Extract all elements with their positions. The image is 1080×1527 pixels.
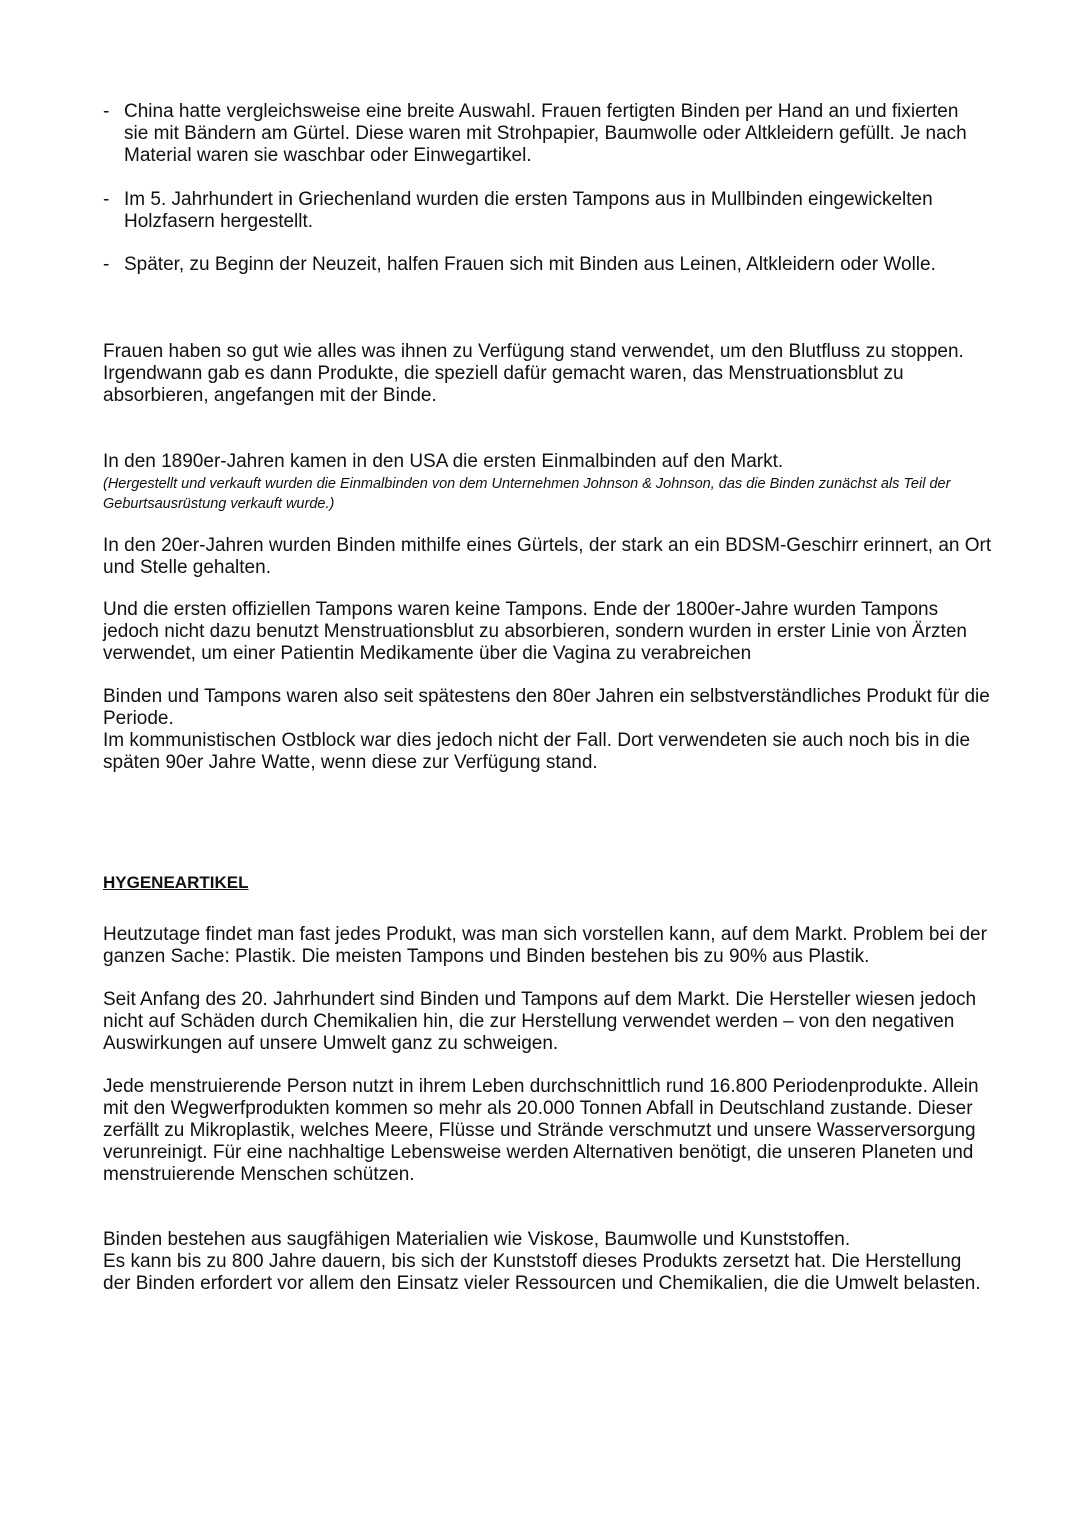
bullet-dash: - — [103, 189, 110, 210]
paragraph-binden-material: Binden bestehen aus saugfähigen Materialien wie Viskose, Baumwolle und Kunststoffen. — [103, 1229, 851, 1250]
paragraph-tampons: Und die ersten offiziellen Tampons waren keine Tampons. Ende der 1800er-Jahre wurden Tampons jedoch nicht dazu benutzt Menstruationsblut zu absorbieren, sondern wurden in erster Linie von Ärzten verwendet, um einer Patientin Medikamente über die Vagina zu verabreichen — [103, 599, 967, 664]
bullet-text: Später, zu Beginn der Neuzeit, halfen Frauen sich mit Binden aus Leinen, Altkleidern oder Wolle. — [124, 254, 936, 275]
paragraph-periodenprodukte: Jede menstruierende Person nutzt in ihrem Leben durchschnittlich rund 16.800 Periodenprodukte. Allein mit den Wegwerfprodukten kommen so mehr als 20.000 Tonnen Abfall in Deutschland zustande. Dieser zerfällt zu Mikroplastik, welches Meere, Flüsse und Strände verschmutzt und unsere Wasserversorgung verunreinigt. Für eine nachhaltige Lebensweise werden Alternativen benötigt, die unseren Planeten und menstruierende Menschen schützen. — [103, 1076, 979, 1185]
bullet-text: China hatte vergleichsweise eine breite Auswahl. Frauen fertigten Binden per Hand an und fixierten sie mit Bändern am Gürtel. Diese waren mit Strohpapier, Baumwolle oder Altkleidern gefüllt. Je nach Material waren sie waschbar oder Einwegartikel. — [124, 101, 967, 166]
paragraph-blutfluss: Frauen haben so gut wie alles was ihnen zu Verfügung stand verwendet, um den Blutfluss zu stoppen. Irgendwann gab es dann Produkte, die speziell dafür gemacht waren, das Menstruationsblut zu absorbieren, angefangen mit der Binde. — [103, 341, 964, 406]
paragraph-1890er: In den 1890er-Jahren kamen in den USA die ersten Einmalbinden auf den Markt. — [103, 451, 784, 472]
bullet-dash: - — [103, 101, 110, 122]
paragraph-20er: In den 20er-Jahren wurden Binden mithilfe eines Gürtels, der stark an ein BDSM-Geschirr erinnert, an Ort und Stelle gehalten. — [103, 535, 992, 578]
paragraph-plastik: Heutzutage findet man fast jedes Produkt, was man sich vorstellen kann, auf dem Markt. Problem bei der ganzen Sache: Plastik. Die meisten Tampons und Binden bestehen bis zu 90% aus Plastik. — [103, 924, 987, 967]
paragraph-ostblock: Im kommunistischen Ostblock war dies jedoch nicht der Fall. Dort verwendeten sie auch noch bis in die späten 90er Jahre Watte, wenn diese zur Verfügung stand. — [103, 730, 971, 773]
paragraph-note-johnson: (Hergestellt und verkauft wurden die Einmalbinden von dem Unternehmen Johnson & Johnson, das die Binden zunächst als Teil der Geburtsausrüstung verkauft wurde.) — [103, 476, 951, 512]
paragraph-80er: Binden und Tampons waren also seit spätestens den 80er Jahren ein selbstverständliches Produkt für die Periode. — [103, 686, 990, 729]
bullet-text: Im 5. Jahrhundert in Griechenland wurden die ersten Tampons aus in Mullbinden eingewickelten Holzfasern hergestellt. — [124, 189, 933, 232]
paragraph-hersteller: Seit Anfang des 20. Jahrhundert sind Binden und Tampons auf dem Markt. Die Hersteller wiesen jedoch nicht auf Schäden durch Chemikalien hin, die zur Herstellung verwendet werden – von den negativen Auswirkungen auf unsere Umwelt ganz zu schweigen. — [103, 989, 977, 1054]
bullet-dash: - — [103, 254, 110, 275]
section-heading: HYGENEARTIKEL — [103, 873, 249, 892]
paragraph-binden-zersetzung: Es kann bis zu 800 Jahre dauern, bis sich der Kunststoff dieses Produkts zersetzt hat. Die Herstellung der Binden erfordert vor allem den Einsatz vieler Ressourcen und Chemikalien, die die Umwelt belasten. — [103, 1251, 981, 1294]
